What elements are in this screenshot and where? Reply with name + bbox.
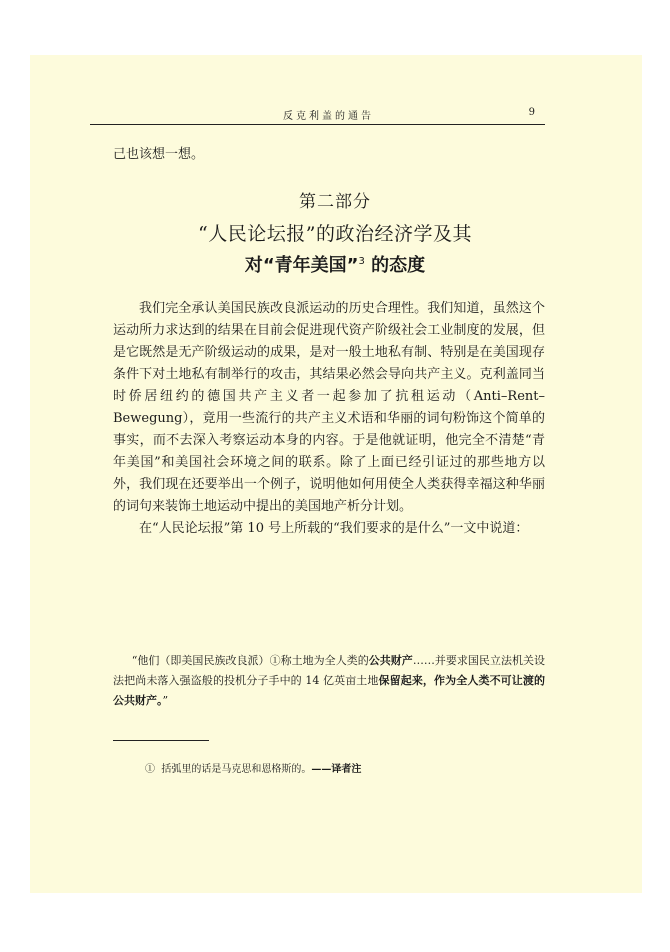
footnote bbox=[145, 760, 361, 775]
footnote-divider bbox=[113, 740, 209, 741]
section-title-line1: “人民论坛报”的政治经济学及其 bbox=[198, 223, 472, 245]
section-title-line2-pre: 对“青年美国” bbox=[244, 255, 359, 276]
paragraph: 在“人民论坛报”第 10 号上所载的“我们要求的是什么”一文中说道： bbox=[139, 521, 529, 536]
quote-text: 称土地为全人类的 bbox=[280, 654, 369, 667]
page-number: 9 bbox=[528, 107, 535, 118]
footnote-marker: ① bbox=[145, 764, 155, 775]
quote-emphasis: 保留起来，作为全人类不可让渡的公共财产。 bbox=[113, 674, 545, 707]
footnote-reference-3: 3 bbox=[358, 256, 365, 267]
body-text bbox=[113, 298, 545, 540]
quote-paragraph bbox=[113, 651, 545, 711]
quote-text: ” bbox=[162, 694, 169, 707]
block-quote bbox=[113, 651, 545, 711]
quote-text: “他们（即美国民族改良派） bbox=[131, 654, 270, 667]
quote-emphasis: 公共财产 bbox=[368, 654, 413, 667]
section-title-line2 bbox=[0, 251, 670, 277]
quote-text: ……并要求国民立法机关设法把尚未落入强盗般的投机分子手中的 14 亿英亩土地 bbox=[113, 654, 546, 687]
running-header bbox=[90, 106, 545, 125]
footnote-text: 括弧里的话是马克思和恩格斯的。 bbox=[161, 764, 312, 775]
section-label: 第二部分 bbox=[299, 192, 371, 212]
intro-line: 己也该想一想。 bbox=[113, 147, 205, 162]
running-title: 反克利盖的通告 bbox=[283, 111, 374, 122]
footnote-attribution: ——译者注 bbox=[311, 764, 362, 775]
paragraph: 我们完全承认美国民族改良派运动的历史合理性。我们知道，虽然这个运动所力求达到的结果在目前会促进现代资产阶级社会工业制度的发展，但是它既然是无产阶级运动的成果，是对一般土地私有制、特别是在美国现存条件下对土地私有制举行的攻击，其结果必然会导向共产主义。克利盖同当时侨居纽约的德国共产主义者一起参加了抗租运动（Anti–Rent–Bewegung），竟用一些流行的共产主义术语和华丽的词句粉饰这个简单的事实，而不去深入考察运动本身的内容。于是他就证明，他完全不清楚“青年美国”和美国社会环境之间的联系。除了上面已经引证过的那些地方以外，我们现在还要举出一个例子，说明他如何用使全人类获得幸福这种华丽的词句来装饰土地运动中提出的美国地产析分计划。 bbox=[113, 301, 545, 514]
footnote-marker: ① bbox=[269, 654, 281, 667]
section-title-line2-post: 的态度 bbox=[364, 255, 426, 276]
